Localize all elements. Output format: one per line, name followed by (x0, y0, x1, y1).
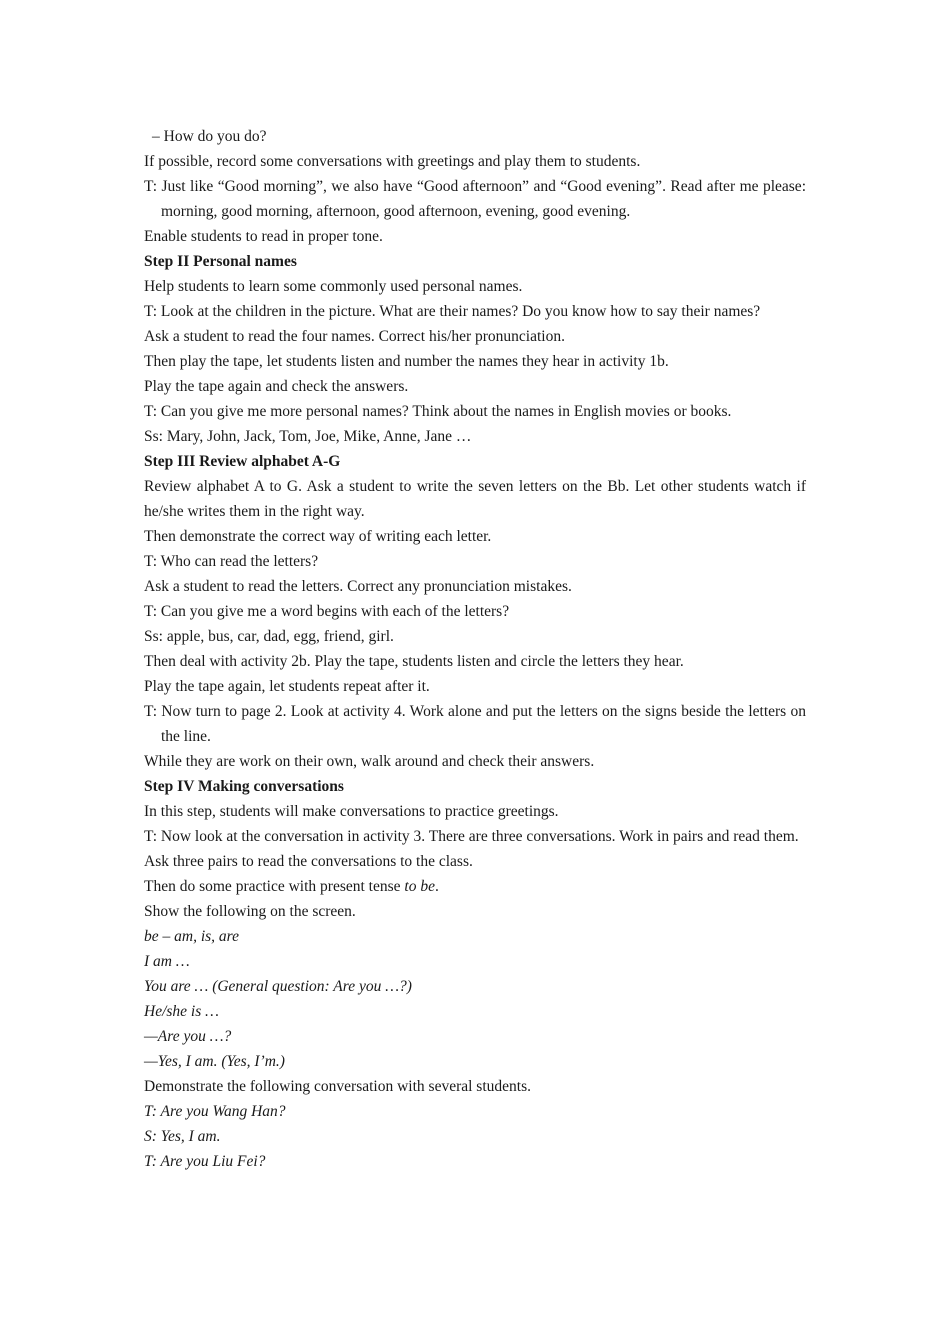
paragraph-teacher-activity-4: T: Now turn to page 2. Look at activity 4. Work alone and put the letters on the signs beside the letters on the line. (144, 703, 806, 745)
period: . (434, 878, 439, 895)
paragraph-students-names: Ss: Mary, John, Jack, Tom, Joe, Mike, Anne, Jane … (144, 428, 472, 445)
example-you-are: You are … (General question: Are you …?) (144, 978, 412, 995)
example-are-you-question: —Are you …? (144, 1028, 232, 1045)
step-4-heading: Step IV Making conversations (144, 778, 344, 795)
paragraph-teacher-word-question: T: Can you give me a word begins with each of the letters? (144, 603, 510, 620)
step-3-heading: Step III Review alphabet A-G (144, 453, 341, 470)
paragraph-demonstrate-writing: Then demonstrate the correct way of writing each letter. (144, 528, 492, 545)
dialogue-student-yes: S: Yes, I am. (144, 1128, 221, 1145)
paragraph-personal-names-intro: Help students to learn some commonly used personal names. (144, 278, 523, 295)
paragraph-play-tape-1b: Then play the tape, let students listen and number the names they hear in activity 1b. (144, 353, 669, 370)
paragraph-conversations-intro: In this step, students will make conversations to practice greetings. (144, 803, 559, 820)
paragraph-teacher-activity-3: T: Now look at the conversation in activity 3. There are three conversations. Work in pairs and read them. (144, 828, 799, 845)
paragraph-record-conversations: If possible, record some conversations with greetings and play them to students. (144, 153, 641, 170)
greeting-response-line: – How do you do? (152, 128, 267, 145)
paragraph-present-tense (144, 874, 806, 899)
to-be-term: to be (404, 878, 435, 895)
present-tense-text: Then do some practice with present tense (144, 878, 405, 895)
paragraph-three-pairs: Ask three pairs to read the conversations to the class. (144, 853, 473, 870)
paragraph-students-words: Ss: apple, bus, car, dad, egg, friend, girl. (144, 628, 394, 645)
example-he-she-is: He/she is … (144, 1003, 219, 1020)
paragraph-show-screen: Show the following on the screen. (144, 903, 356, 920)
paragraph-proper-tone: Enable students to read in proper tone. (144, 228, 383, 245)
paragraph-teacher-more-names: T: Can you give me more personal names? Think about the names in English movies or books. (144, 403, 732, 420)
example-yes-i-am: —Yes, I am. (Yes, I’m.) (144, 1053, 285, 1070)
paragraph-teacher-greetings: T: Just like “Good morning”, we also have “Good afternoon” and “Good evening”. Read after me please: morning, good morning, afternoon, good afternoon, evening, good evening. (144, 178, 806, 220)
example-be-forms: be – am, is, are (144, 928, 239, 945)
example-i-am: I am … (144, 953, 190, 970)
paragraph-walk-around: While they are work on their own, walk around and check their answers. (144, 753, 595, 770)
paragraph-teacher-read-letters: T: Who can read the letters? (144, 553, 319, 570)
step-2-heading: Step II Personal names (144, 253, 297, 270)
paragraph-teacher-names-question: T: Look at the children in the picture. What are their names? Do you know how to say their names? (144, 303, 761, 320)
paragraph-read-letters: Ask a student to read the letters. Correct any pronunciation mistakes. (144, 578, 572, 595)
document-page (144, 124, 806, 1174)
dialogue-teacher-wang-han: T: Are you Wang Han? (144, 1103, 286, 1120)
paragraph-read-four-names: Ask a student to read the four names. Correct his/her pronunciation. (144, 328, 565, 345)
paragraph-review-alphabet: Review alphabet A to G. Ask a student to write the seven letters on the Bb. Let other students watch if he/she writes them in the right way. (144, 478, 806, 520)
paragraph-demonstrate-conversation: Demonstrate the following conversation with several students. (144, 1078, 531, 1095)
paragraph-repeat-tape: Play the tape again, let students repeat after it. (144, 678, 430, 695)
dialogue-teacher-liu-fei: T: Are you Liu Fei? (144, 1153, 266, 1170)
paragraph-activity-2b: Then deal with activity 2b. Play the tape, students listen and circle the letters they hear. (144, 653, 684, 670)
paragraph-check-answers: Play the tape again and check the answers. (144, 378, 409, 395)
